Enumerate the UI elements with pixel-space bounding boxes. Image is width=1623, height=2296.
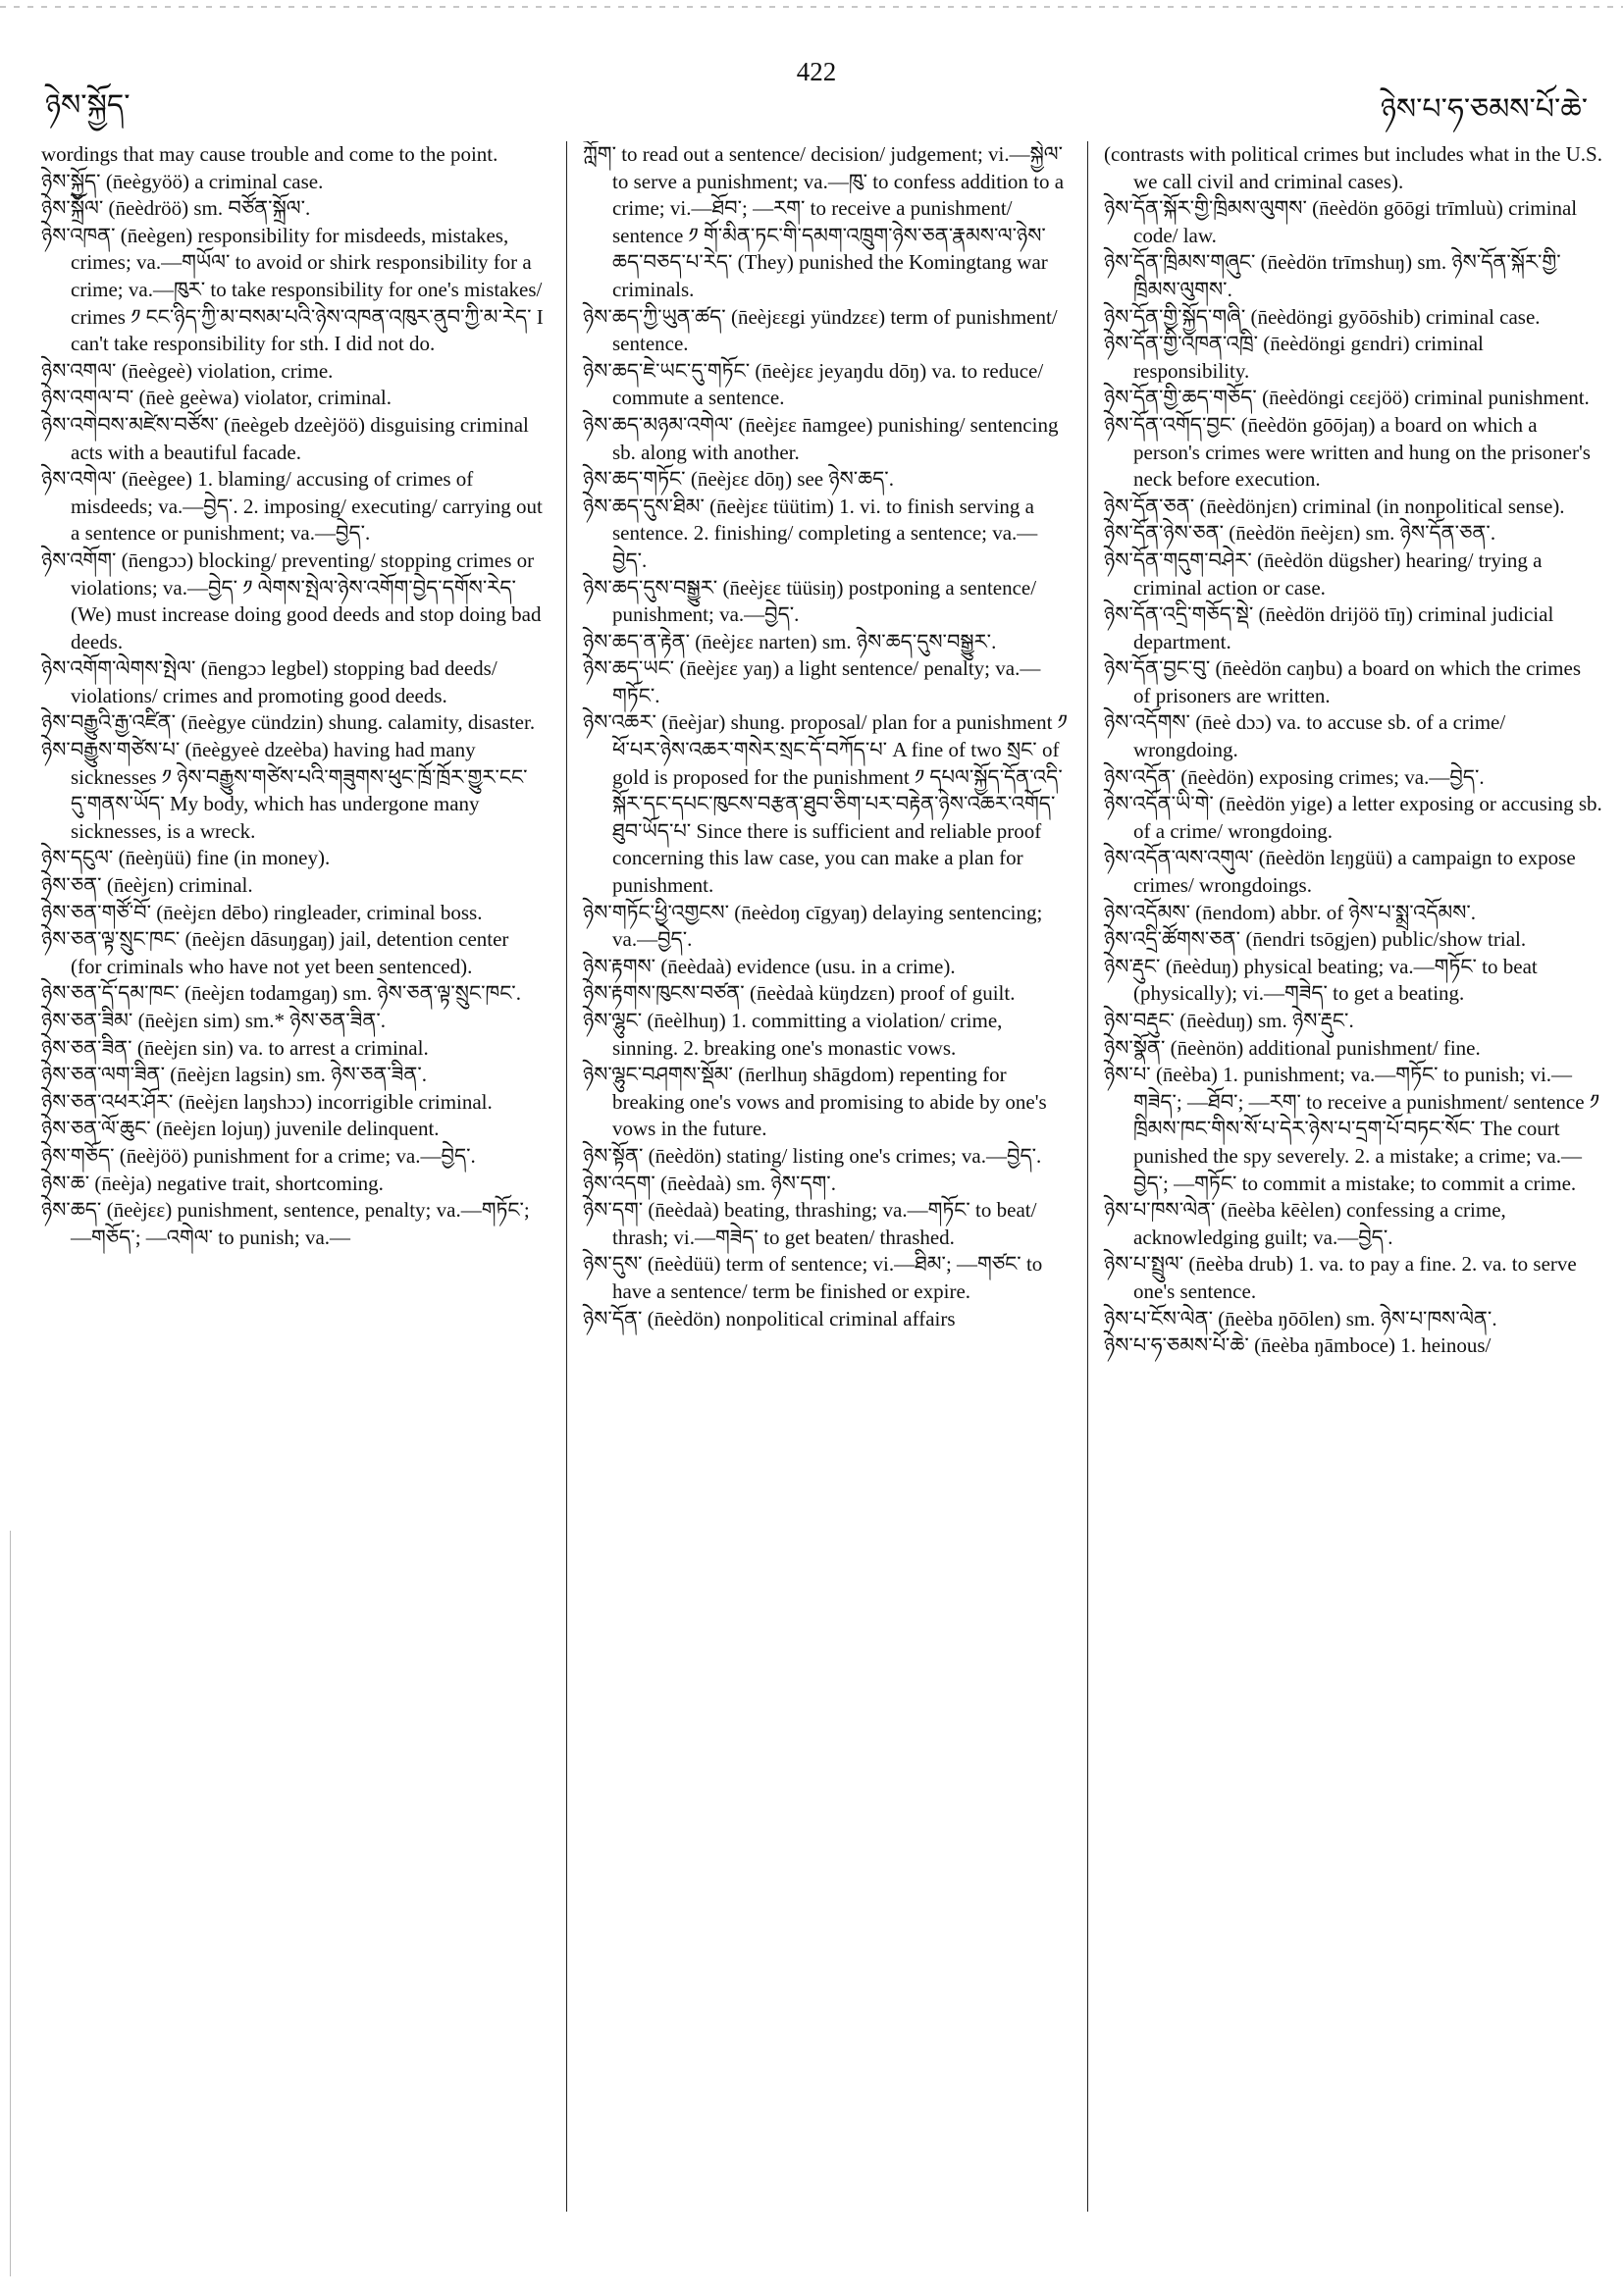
dictionary-entry: ཉེས་དོན་གདུག་བཤེར་ (n̄eèdön dügsher) hearing/ trying a criminal action or case. <box>1104 548 1543 600</box>
dictionary-entry: ཉེས་ཅན་ལོ་ཆུང་ (n̄eèjɛn lojuŋ) juvenile delinquent. <box>41 1117 440 1141</box>
dictionary-entry: ཉེས་འགེལ་ (n̄eègee) 1. blaming/ accusing of crimes of misdeeds; va.—བྱེད་. 2. imposing/ executing/ carrying out a sentence or punishment; va.—བྱེད་. <box>41 467 543 546</box>
dictionary-entry: ཉེས་གཅོད་ (n̄eèjöö) punishment for a crime; va.—བྱེད་. <box>41 1143 476 1168</box>
dictionary-entry: ཉེས་དོན་གྱི་སྐྱོད་གཞི་ (n̄eèdöngi gyōōshib) criminal case. <box>1104 304 1541 329</box>
dictionary-entry: ཉེས་དོན་བྱང་བུ་ (n̄eèdön caŋbu) a board on which the crimes of prisoners are written. <box>1104 656 1581 707</box>
scan-edge <box>0 6 1623 8</box>
dictionary-entry: (contrasts with political crimes but includes what in the U.S. we call civil and criminal cases). <box>1104 142 1602 193</box>
dictionary-entry: ཉེས་ཅན་ཟིམ་ (n̄eèjɛn sim) sm.* ཉེས་ཅན་ཟིན་. <box>41 1009 387 1032</box>
guide-word-right: ཉེས་པ་ཧ་ཅམས་པོ་ཆེ་ <box>1380 93 1588 126</box>
dictionary-entry: ཉེས་ཆད་མཉམ་འགེལ་ (n̄eèjɛɛ n̄amgee) punishing/ sentencing sb. along with another. <box>583 412 1059 464</box>
dictionary-entry: ཉེས་དག་ (n̄eèdaà) beating, thrashing; va.—གཏོང་ to beat/ thrash; vi.—གཟེད་ to get beaten/ thrashed. <box>583 1198 1037 1249</box>
dictionary-entry: ཉེས་འགོག་ (n̄engɔɔ) blocking/ preventing/ stopping crimes or violations; va.—བྱེད་ ༡ ལེགས་སྤེལ་ཉེས་འགོག་བྱེད་དགོས་རེད་ (We) must increase doing good deeds and stop doing bad deeds. <box>41 548 542 653</box>
dictionary-entry: ཉེས་ཆད་དུས་ཐིམ་ (n̄eèjɛɛ tüütim) 1. vi. to finish serving a sentence. 2. finishing/ completing a sentence; va.—བྱེད་. <box>583 494 1038 572</box>
dictionary-entry: ཉེས་ཅན་དོ་དམ་ཁང་ (n̄eèjɛn todamgaŋ) sm. ཉེས་ཅན་ལྟ་སྲུང་ཁང་. <box>41 981 521 1006</box>
dictionary-entry: ཉེས་ཅན་གཙོ་བོ་ (n̄eèjɛn dēbo) ringleader, criminal boss. <box>41 900 483 924</box>
dictionary-entry: ཉེས་ཆད་ཀྱི་ཡུན་ཚད་ (n̄eèjɛɛgi yündzɛɛ) term of punishment/ sentence. <box>583 304 1058 356</box>
dictionary-entry: ཉེས་དོན་ཉེས་ཅན་ (n̄eèdön n̄eèjɛn) sm. ཉེས་དོན་ཅན་. <box>1104 521 1496 546</box>
dictionary-entry: ཉེས་བརྒྱུས་གཙེས་པ་ (n̄eègyeè dzeèba) having had many sicknesses ༡ ཉེས་བརྒྱུས་གཙེས་པའི་གཟུགས་ཕུང་ཁྲོ་ཁྲོར་གྱུར་ངང་དུ་གནས་ཡོད་ My body, which has undergone many sicknesses, is a wreck. <box>41 738 528 843</box>
dictionary-entry: ཉེས་དངུལ་ (n̄eèŋüü) fine (in money). <box>41 846 331 870</box>
dictionary-entry: ཉེས་ཅན་འཕར་ཤོར་ (n̄eèjɛn laŋshɔɔ) incorrigible criminal. <box>41 1089 493 1114</box>
binding-edge <box>10 1531 11 2276</box>
dictionary-entry: ཉེས་དོན་སྐོར་གྱི་ཁྲིམས་ལུགས་ (n̄eèdön gōōgi trīmluù) criminal code/ law. <box>1104 196 1578 247</box>
dictionary-entry: ཉེས་འདོགས་ (n̄eè dɔɔ) va. to accuse sb. of a crime/ wrongdoing. <box>1104 710 1506 762</box>
dictionary-entry: ཉེས་སྟོན་ (n̄eèdön) stating/ listing one's crimes; va.—བྱེད་. <box>583 1143 1042 1168</box>
dictionary-entry: ཉེས་ཅན་ (n̄eèjɛn) criminal. <box>41 873 253 898</box>
dictionary-entry: ཉེས་པ་ (n̄eèba) 1. punishment; va.—གཏོང་ to punish; vi.—གཟེད་; —ཐོབ་; —རག་ to receive a punishment/ sentence ༡ ཁྲིམས་ཁང་གིས་སོ་པ་དེར་ཉེས་པ་དྲག་པོ་བཏང་སོང་ The court punished the spy severely. 2. a mistake; a crime; va.—བྱེད་; —གཏོང་ to commit a mistake; to commit a crime. <box>1104 1063 1599 1195</box>
dictionary-entry: ཉེས་ཅན་ལྟ་སྲུང་ཁང་ (n̄eèjɛn dāsuŋgaŋ) jail, detention center (for criminals who have not yet been sentenced). <box>41 927 509 978</box>
dictionary-entry: ཀློག་ to read out a sentence/ decision/ judgement; vi.—སྐྱེལ་ to serve a punishment; va.—ཁུ་ to confess addition to a crime; vi.—ཐོབ་; —རག་ to receive a punishment/ sentence ༡ གོ་མིན་ཏང་གི་དམག་འཁྲུག་ཉེས་ཅན་རྣམས་ལ་ཉེས་ཆད་བཅད་པ་རེད་ (They) punished the Komingtang war criminals. <box>583 142 1065 301</box>
dictionary-entry: ཉེས་ཆ་ (n̄eèja) negative trait, shortcoming. <box>41 1171 384 1195</box>
dictionary-entry: ཉེས་རྟགས་ (n̄eèdaà) evidence (usu. in a crime). <box>583 954 956 978</box>
dictionary-entry: ཉེས་དུས་ (n̄eèdüü) term of sentence; vi.—ཐིམ་; —གཙང་ to have a sentence/ term be finished or expire. <box>583 1252 1043 1303</box>
dictionary-entry: ཉེས་འཁན་ (n̄eègen) responsibility for misdeeds, mistakes, crimes; va.—གཡོལ་ to avoid or shirk responsibility for a crime; va.—ཁུར་ to take responsibility for one's mistakes/ crimes ༡ ངང་ཉིད་ཀྱི་མ་བསམ་པའི་ཉེས་འཁན་འཁུར་ནུབ་ཀྱི་མ་རེད་ I can't take responsibility for sth. I did not do. <box>41 223 544 356</box>
dictionary-entry: ཉེས་དོན་འདྲི་གཅོད་སྡེ་ (n̄eèdön drijöö tīŋ) criminal judicial department. <box>1104 602 1554 653</box>
dictionary-entry: ཉེས་འགལ་བ་ (n̄eè geèwa) violator, criminal. <box>41 386 393 410</box>
dictionary-entry: ཉེས་པ་ཁས་ལེན་ (n̄eèba kēèlen) confessing a crime, acknowledging guilt; va.—བྱེད་. <box>1104 1198 1506 1249</box>
dictionary-entry: ཉེས་ཆད་ཡང་ (n̄eèjɛɛ yaŋ) a light sentence/ penalty; va.—གཏོང་. <box>583 656 1041 707</box>
dictionary-entry: ཉེས་དོན་ (n̄eèdön) nonpolitical criminal affairs <box>583 1306 956 1331</box>
page-number: 422 <box>796 57 837 86</box>
dictionary-entry: ཉེས་ཆད་དུས་བསྒྱུར་ (n̄eèjɛɛ tüüsiŋ) postponing a sentence/ punishment; va.—བྱེད་. <box>583 575 1037 627</box>
dictionary-entry: ཉེས་འདོན་ལས་འགུལ་ (n̄eèdön lɛŋgüü) a campaign to expose crimes/ wrongdoings. <box>1104 846 1576 898</box>
dictionary-entry: ཉེས་རྟགས་ཁུངས་བཙན་ (n̄eèdaà küŋdzɛn) proof of guilt. <box>583 981 1016 1006</box>
dictionary-entry: ཉེས་ཅན་ལག་ཟིན་ (n̄eèjɛn lagsin) sm. ཉེས་ཅན་ཟིན་. <box>41 1063 428 1087</box>
dictionary-entry: ཉེས་འདོན་ (n̄eèdön) exposing crimes; va.—བྱེད་. <box>1104 764 1485 789</box>
page-header <box>39 57 1594 126</box>
dictionary-entry: ཉེས་འགོག་ལེགས་སྤེལ་ (n̄engɔɔ legbel) stopping bad deeds/ violations/ crimes and promoting good deeds. <box>41 656 497 707</box>
dictionary-entry: ཉེས་དོན་གྱི་འཁན་འཁྲི་ (n̄eèdöngi gɛndri) criminal responsibility. <box>1104 332 1484 383</box>
dictionary-entry: ཉེས་ལྷུང་བཤགས་སྡོམ་ (n̄erlhuŋ shāgdom) repenting for breaking one's vows and promising to abide by one's vows in the future. <box>583 1063 1047 1141</box>
dictionary-entry: wordings that may cause trouble and come to the point. <box>41 142 498 166</box>
dictionary-entry: ཉེས་འགེབས་མཛེས་བཙོས་ (n̄eègeb dzeèjöö) disguising criminal acts with a beautiful facade. <box>41 412 529 464</box>
dictionary-entry: ཉེས་འདྲི་ཚོགས་ཅན་ (n̄endri tsōgjen) public/show trial. <box>1104 927 1527 952</box>
column-1 <box>41 141 544 2212</box>
dictionary-entry: ཉེས་འདོན་ཡི་གེ་ (n̄eèdön yige) a letter exposing or accusing sb. of a crime/ wrongdoing. <box>1104 792 1602 843</box>
dictionary-entry: ཉེས་པ་ཧ་ཅམས་པོ་ཆེ་ (n̄eèba ŋāmboce) 1. heinous/ <box>1104 1333 1492 1358</box>
dictionary-entry: ཉེས་དོན་འགོད་བྱང་ (n̄eèdön gōōjaŋ) a board on which a person's crimes were written and hung on the prisoner's neck before execution. <box>1104 412 1591 492</box>
dictionary-entry: ཉེས་བརྒྱུའི་རྒྱ་འཛིན་ (n̄eègye cündzin) shung. calamity, disaster. <box>41 710 536 735</box>
dictionary-entry: ཉེས་ཆད་གཏོང་ (n̄eèjɛɛ dōŋ) see ཉེས་ཆད་. <box>583 467 894 492</box>
dictionary-entry: ཉེས་དོན་ཅན་ (n̄eèdönjɛn) criminal (in nonpolitical sense). <box>1104 494 1565 518</box>
dictionary-entry: ཉེས་ལྷུང་ (n̄eèlhuŋ) 1. committing a violation/ crime, sinning. 2. breaking one's monastic vows. <box>583 1009 1003 1060</box>
dictionary-entry: ཉེས་འདག་ (n̄eèdaà) sm. ཉེས་དག་. <box>583 1171 836 1195</box>
dictionary-entry: ཉེས་སྣོན་ (n̄eènön) additional punishment/ fine. <box>1104 1035 1481 1060</box>
dictionary-entry: ཉེས་དོན་ཁྲིམས་གཞུང་ (n̄eèdön trīmshuŋ) sm. ཉེས་དོན་སྐོར་གྱི་ཁྲིམས་ལུགས་. <box>1104 250 1561 301</box>
dictionary-entry: ཉེས་ཆད་ཇེ་ཡང་དུ་གཏོང་ (n̄eèjɛɛ jeyaŋdu dōŋ) va. to reduce/ commute a sentence. <box>583 358 1044 410</box>
guide-word-left: ཉེས་སྐྱོད་ <box>45 89 131 122</box>
dictionary-entry: ཉེས་འཆར་ (n̄eèjar) shung. proposal/ plan for a punishment ༡ ཕོ་པར་ཉེས་འཆར་གསེར་སྲང་དོ་བཀོད་པ་ A fine of two སྲང་ of gold is proposed for the punishment ༡ དཔལ་སྐྱོད་དོན་འདི་སྐོར་དང་དཔང་ཁུངས་བརྩན་ཐུབ་ཅིག་པར་བརྟེན་ཉེས་འཆར་འགོད་ཐུབ་ཡོད་པ་ Since there is sufficient and reliable proof concerning this law case, you can make a plan for punishment. <box>583 710 1068 898</box>
dictionary-entry: ཉེས་རྡུང་ (n̄eèduŋ) physical beating; va.—གཏོང་ to beat (physically); vi.—གཟེད་ to get a beating. <box>1104 954 1538 1006</box>
dictionary-entry: ཉེས་པ་ངོས་ལེན་ (n̄eèba ŋōōlen) sm. ཉེས་པ་ཁས་ལེན་. <box>1104 1306 1497 1331</box>
dictionary-entry: ཉེས་འགལ་ (n̄eègeè) violation, crime. <box>41 358 334 383</box>
dictionary-entry: ཉེས་གཏོང་ཕྱི་འགྱངས་ (n̄eèdoŋ cīgyaŋ) delaying sentencing; va.—བྱེད་. <box>583 900 1043 952</box>
column-2 <box>566 141 1070 2212</box>
dictionary-entry: ཉེས་སྐྱོད་ (n̄eègyöö) a criminal case. <box>41 169 324 193</box>
dictionary-entry: ཉེས་དོན་གྱི་ཆད་གཅོད་ (n̄eèdöngi cɛɛjöö) criminal punishment. <box>1104 386 1590 410</box>
dictionary-entry: ཉེས་ཆད་ན་རྟེན་ (n̄eèjɛɛ narten) sm. ཉེས་ཆད་དུས་བསྒྱུར་. <box>583 629 997 653</box>
dictionary-entry: ཉེས་སྐྲོལ་ (n̄eèdröö) sm. བཙོན་སྐྲོལ་. <box>41 196 311 221</box>
dictionary-entry: ཉེས་བརྡུང་ (n̄eèduŋ) sm. ཉེས་རྡུང་. <box>1104 1009 1354 1032</box>
dictionary-entry: ཉེས་པ་སྤྲུལ་ (n̄eèba drub) 1. va. to pay a fine. 2. va. to serve one's sentence. <box>1104 1252 1577 1303</box>
dictionary-entry: ཉེས་ཆད་ (n̄eèjɛɛ) punishment, sentence, penalty; va.—གཏོང་; —གཅོད་; —འགེལ་ to punish; va.— <box>41 1198 530 1249</box>
column-3 <box>1087 141 1602 2212</box>
dictionary-entry: ཉེས་འདོམས་ (n̄endom) abbr. of ཉེས་པ་སྨྲ་འདོམས་. <box>1104 900 1477 924</box>
dictionary-entry: ཉེས་ཅན་ཟིན་ (n̄eèjɛn sin) va. to arrest a criminal. <box>41 1035 429 1060</box>
